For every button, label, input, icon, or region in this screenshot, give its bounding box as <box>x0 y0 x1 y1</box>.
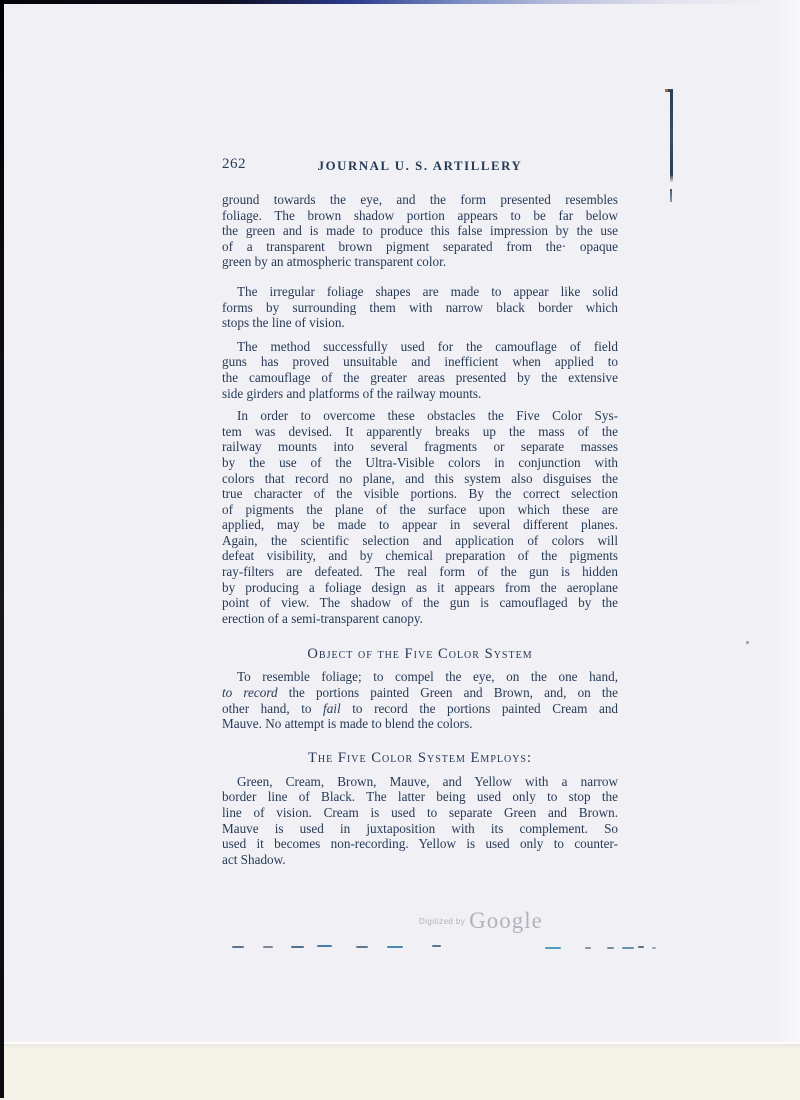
scan-artifact-dash <box>291 946 304 948</box>
digitized-by-google-watermark <box>419 908 543 934</box>
scan-artifact-dash <box>545 947 561 949</box>
text-line: true character of the visible portions. By the correct selection <box>222 486 618 502</box>
text-line: the camouflage of the greater areas presented by the extensive <box>222 369 618 385</box>
watermark-prefix: Digitized by <box>419 917 466 926</box>
google-logo-watermark: Google <box>469 908 543 933</box>
text-line: green by an atmospheric transparent color. <box>222 254 447 270</box>
scan-artifact-dash <box>263 946 273 948</box>
para-irregular-foliage <box>222 284 618 331</box>
text-line: by the use of the Ultra-Visible colors in conjunction with <box>222 454 618 470</box>
page-right-sheen <box>772 0 800 1042</box>
scan-artifact-dash <box>232 946 244 948</box>
text-line: line of vision. Cream is used to separate Green and Brown. <box>222 805 618 820</box>
scan-artifact-tick <box>670 189 672 202</box>
text-line: point of view. The shadow of the gun is camouflaged by the <box>222 595 618 611</box>
text-line: Mauve. No attempt is made to blend the colors. <box>222 716 473 732</box>
scan-artifact-bar <box>670 91 673 182</box>
text-line: of a transparent brown pigment separated from the· opaque <box>222 238 618 254</box>
text-line: to record the portions painted Green and Brown, and, on the <box>222 685 618 701</box>
text-column-blocks <box>222 192 618 867</box>
scan-artifact-dash <box>432 945 441 947</box>
scan-artifact-dash <box>387 946 403 948</box>
text-line: of pigments the plane of the surface upon which these are <box>222 501 618 517</box>
page-header <box>222 157 618 176</box>
scan-artifact-dash <box>638 946 644 948</box>
text-line: the green and is made to produce this false impression by the use <box>222 223 618 239</box>
para-object <box>222 669 618 731</box>
text-line: colors that record no plane, and this system also disguises the <box>222 470 618 486</box>
scan-top-edge <box>0 0 800 4</box>
scan-artifact-dash <box>317 945 332 947</box>
heading-object-of-five-color-system: Object of the Five Color System <box>307 646 533 663</box>
journal-title: JOURNAL U. S. ARTILLERY <box>317 159 523 173</box>
text-line: foliage. The brown shadow portion appears to be far below <box>222 207 618 223</box>
scan-artifact-speck <box>746 641 749 644</box>
text-line: The method successfully used for the camouflage of field <box>237 338 618 354</box>
text-line: railway mounts into several fragments or separate masses <box>222 439 618 455</box>
text-line: act Shadow. <box>222 851 286 867</box>
text-line: The irregular foliage shapes are made to appear like solid <box>237 283 618 299</box>
text-line: border line of Black. The latter being used only to stop the <box>222 789 618 805</box>
para-five-color-system-devised <box>222 408 618 626</box>
heading-five-color-system-employs: The Five Color System Employs: <box>307 749 533 766</box>
text-line: ground towards the eye, and the form presented resembles <box>222 192 618 207</box>
scan-artifact-dash <box>622 947 634 949</box>
scan-left-edge <box>0 0 4 1098</box>
text-line: by producing a foliage design as it appears from the aeroplane <box>222 579 618 595</box>
text-line: other hand, to fail to record the portions painted Cream and <box>222 700 618 716</box>
para-method-field-guns <box>222 339 618 401</box>
text-line: stops the line of vision. <box>222 315 345 331</box>
text-line: side girders and platforms of the railway mounts. <box>222 385 482 401</box>
para-ground-towards-eye <box>222 192 618 270</box>
scan-artifact-dash <box>356 946 368 948</box>
scan-artifact-vertical-line <box>665 89 675 204</box>
text-line: used it becomes non-recording. Yellow is used only to counter- <box>222 836 618 852</box>
text-line: erection of a semi-transparent canopy. <box>222 610 423 626</box>
text-line: forms by surrounding them with narrow black border which <box>222 299 618 315</box>
text-line: ray-filters are defeated. The real form of the gun is hidden <box>222 564 618 580</box>
scan-artifact-dash <box>585 947 591 949</box>
scan-artifact-dash <box>607 947 614 949</box>
text-line: tem was devised. It apparently breaks up the mass of the <box>222 423 618 439</box>
text-line: Mauve is used in juxtaposition with its complement. So <box>222 820 618 836</box>
text-line: Again, the scientific selection and application of colors will <box>222 532 618 548</box>
scan-artifact-dash <box>652 947 656 949</box>
page-number: 262 <box>222 156 246 172</box>
underlying-page-strip <box>0 1042 800 1100</box>
text-column <box>222 157 618 867</box>
para-employs <box>222 774 618 868</box>
text-line: To resemble foliage; to compel the eye, on the one hand, <box>237 669 618 685</box>
text-line: defeat visibility, and by chemical preparation of the pigments <box>222 548 618 564</box>
text-line: applied, may be made to appear in several different planes. <box>222 517 618 533</box>
text-line: Green, Cream, Brown, Mauve, and Yellow with a narrow <box>237 773 618 789</box>
text-line: In order to overcome these obstacles the Five Color Sys- <box>237 408 618 424</box>
text-line: guns has proved unsuitable and inefficient when applied to <box>222 354 618 370</box>
